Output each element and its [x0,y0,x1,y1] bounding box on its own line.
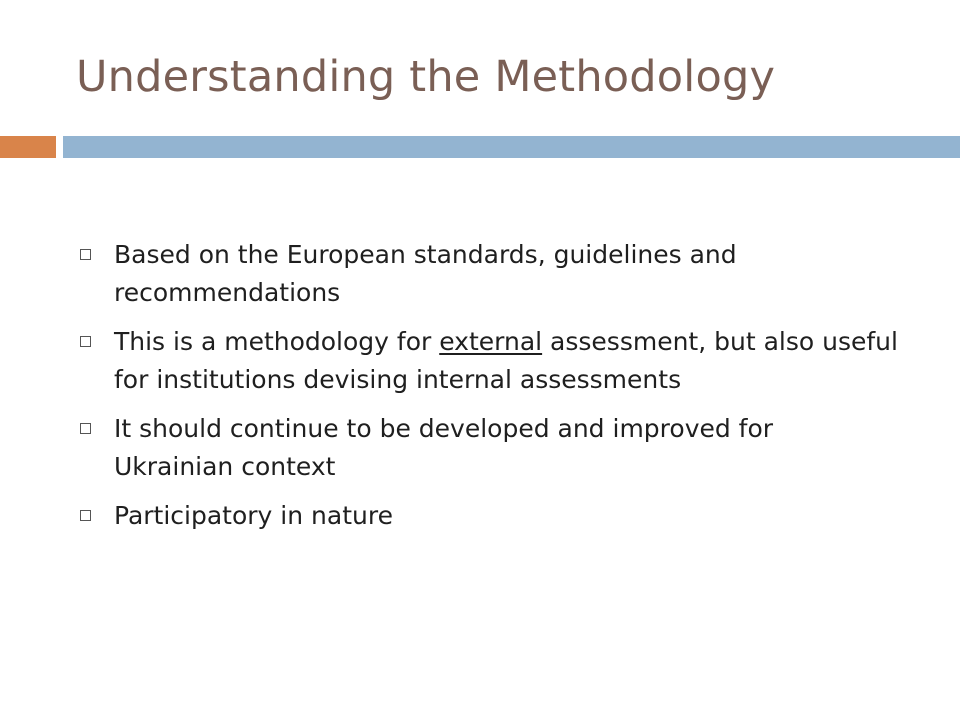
bullet-emphasis-external: external [439,327,543,356]
bullet-item [80,236,900,312]
bullet-text: It should continue to be developed and improved for Ukrainian context [114,414,774,481]
bullet-text-before: This is a methodology for [114,327,440,356]
bullet-text: Participatory in nature [114,501,393,530]
square-bullet-icon [80,249,91,260]
bullet-item [80,323,900,399]
bullet-text-after: assessment, but also useful for institutions devising internal assessments [114,327,898,394]
square-bullet-icon [80,510,91,521]
bullet-list [80,236,900,546]
bullet-item [80,410,900,486]
square-bullet-icon [80,336,91,347]
bullet-item [80,497,900,535]
bullet-text: Based on the European standards, guidelines and recommendations [114,240,737,307]
accent-bar-blue [63,136,960,158]
square-bullet-icon [80,423,91,434]
slide-title: Understanding the Methodology [76,52,776,102]
accent-bar-orange [0,136,56,158]
